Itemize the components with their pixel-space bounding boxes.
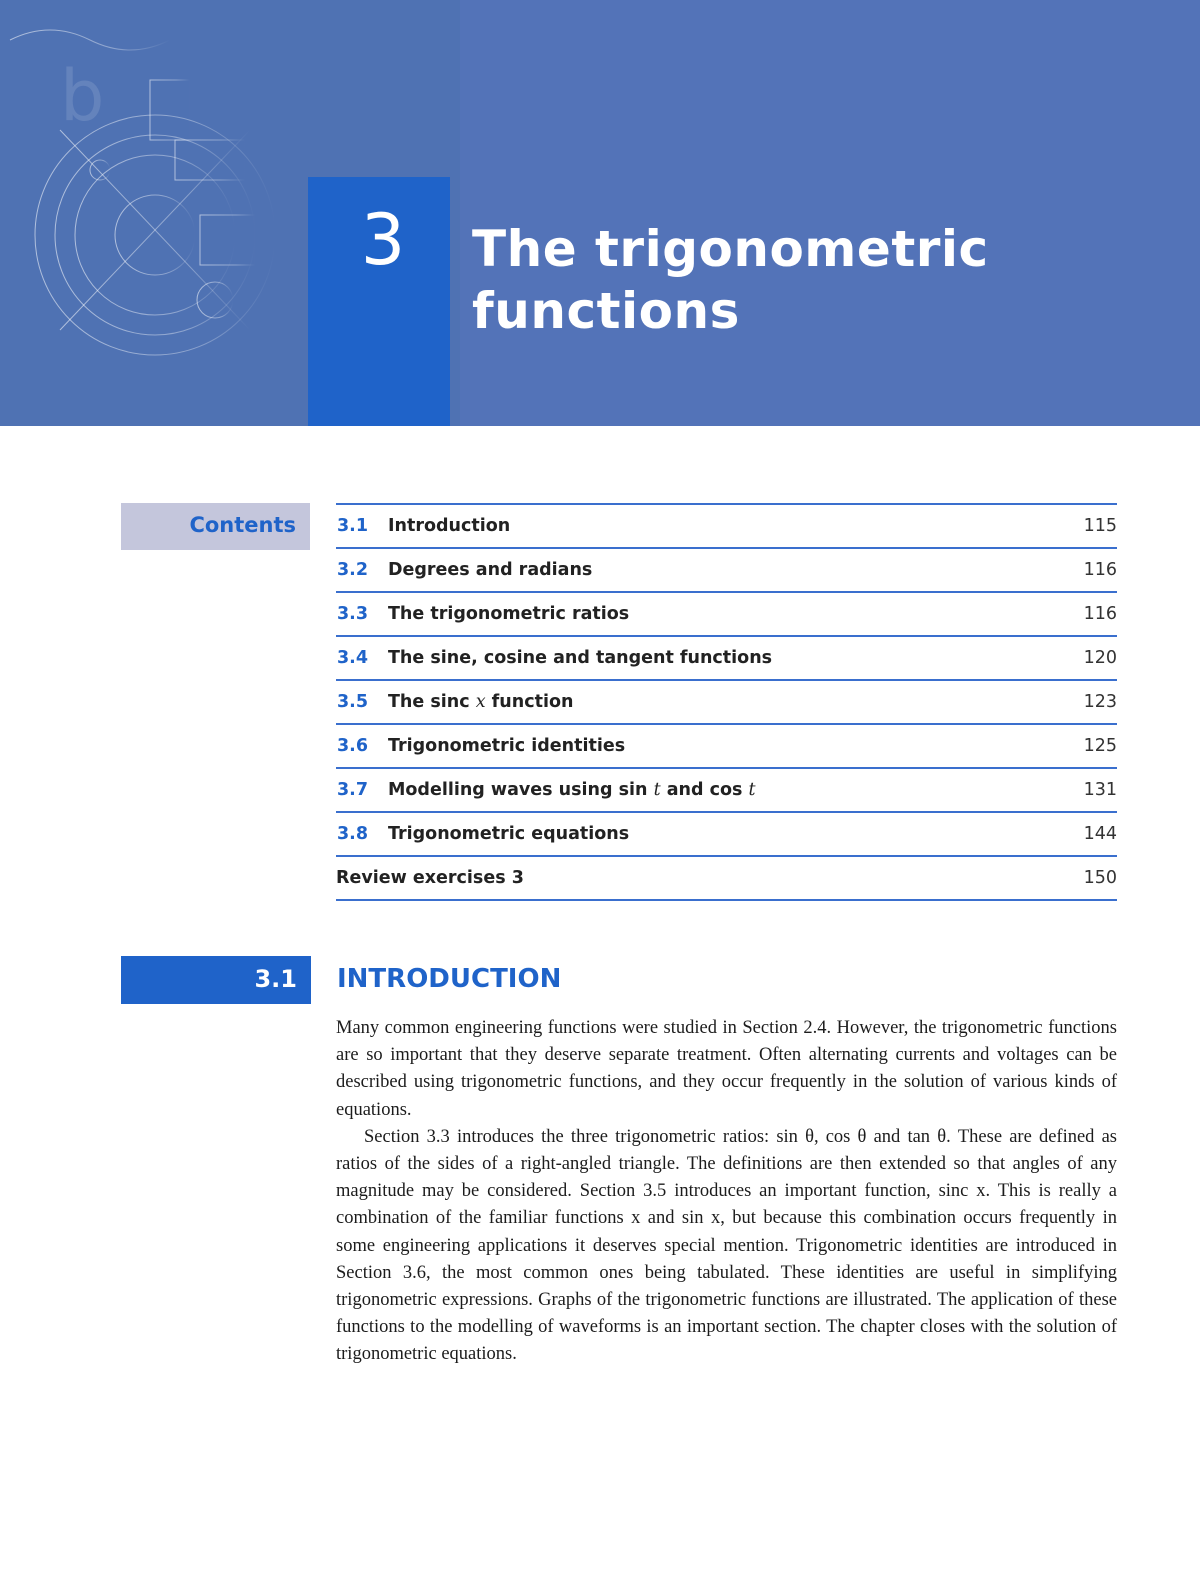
section-number-box	[121, 956, 311, 1004]
toc-item-title: The trigonometric ratios	[388, 604, 630, 624]
contents-label: Contents	[189, 513, 296, 537]
section-body	[336, 1015, 1117, 1369]
toc-item-number: 3.5	[337, 692, 369, 712]
toc-item-review[interactable]	[336, 857, 1117, 901]
toc-item-page: 115	[1083, 516, 1117, 536]
section-number: 3.1	[254, 965, 297, 993]
toc-item-title: Degrees and radians	[388, 560, 593, 580]
toc-item-page: 116	[1083, 604, 1117, 624]
toc-item-title: The sinc x function	[388, 692, 574, 712]
toc-item-title: Trigonometric identities	[388, 736, 626, 756]
toc-item-number: 3.8	[337, 824, 369, 844]
toc-item-3-7[interactable]	[336, 769, 1117, 813]
toc-item-number: 3.7	[337, 780, 369, 800]
chapter-header	[0, 0, 1200, 426]
toc-item-title: Review exercises 3	[336, 868, 524, 888]
toc-item-3-1[interactable]	[336, 505, 1117, 549]
toc-item-number: 3.3	[337, 604, 369, 624]
chapter-number: 3	[360, 199, 406, 281]
toc-item-title: Trigonometric equations	[388, 824, 630, 844]
chapter-title-line1: The trigonometric	[472, 220, 989, 278]
toc-item-3-4[interactable]	[336, 637, 1117, 681]
toc-item-page: 144	[1083, 824, 1117, 844]
svg-text:b: b	[60, 55, 105, 137]
toc-item-number: 3.6	[337, 736, 369, 756]
chapter-title	[472, 218, 1172, 342]
paragraph: Section 3.3 introduces the three trigonometric ratios: sin θ, cos θ and tan θ. These are defined as ratios of the sides of a right-angled triangle. The definitions are then extended so that angles of any magnitude may be considered. Section 3.5 introduces an important function, sinc x. This is really a combination of the familiar functions x and sin x, but because this combination occurs frequently in some engineering applications it deserves special mention. Trigonometric identities are introduced in Section 3.6, the most common ones being tabulated. These identities are useful in simplifying trigonometric expressions. Graphs of the trigonometric functions are illustrated. The application of these functions to the modelling of waveforms is an important section. The chapter closes with the solution of trigonometric equations.	[336, 1126, 1117, 1365]
contents-label-box	[121, 503, 310, 550]
toc-item-3-6[interactable]	[336, 725, 1117, 769]
paragraph: Many common engineering functions were studied in Section 2.4. However, the trigonometric functions are so important that they deserve separate treatment. Often alternating currents and voltages can be described using trigonometric functions, and they occur frequently in the solution of various kinds of equations.	[336, 1018, 1117, 1120]
toc-item-3-2[interactable]	[336, 549, 1117, 593]
toc-item-3-5[interactable]	[336, 681, 1117, 725]
toc-item-3-8[interactable]	[336, 813, 1117, 857]
toc-item-page: 116	[1083, 560, 1117, 580]
toc-item-title: The sine, cosine and tangent functions	[388, 648, 773, 668]
chapter-title-line2: functions	[472, 282, 740, 340]
toc-item-page: 125	[1083, 736, 1117, 756]
toc-item-number: 3.1	[337, 516, 369, 536]
toc-item-3-3[interactable]	[336, 593, 1117, 637]
toc-item-page: 131	[1083, 780, 1117, 800]
section-heading: INTRODUCTION	[337, 964, 562, 994]
toc-item-page: 123	[1083, 692, 1117, 712]
toc-item-title: Introduction	[388, 516, 511, 536]
table-of-contents	[336, 503, 1117, 901]
toc-item-number: 3.4	[337, 648, 369, 668]
toc-item-page: 150	[1083, 868, 1117, 888]
toc-item-number: 3.2	[337, 560, 369, 580]
toc-item-title: Modelling waves using sin t and cos t	[388, 780, 756, 800]
toc-item-page: 120	[1083, 648, 1117, 668]
